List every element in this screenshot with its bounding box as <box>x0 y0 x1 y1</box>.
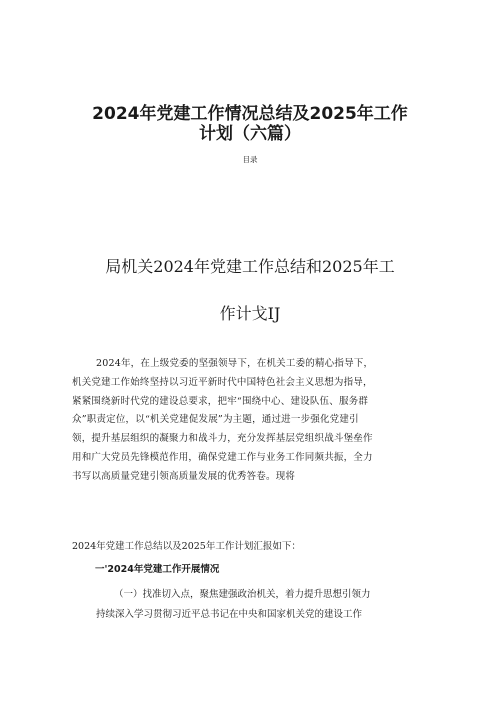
document-title-line-2: 计划（六篇） <box>199 124 301 144</box>
section-title-line-2: 作计戈IJ <box>219 304 281 323</box>
section-title-line-1: 局机关2024年党建工作总结和2025年工 <box>105 257 395 276</box>
paragraph-line: 众”职责定位，以“机关党建促发展”为主题，通过进一步强化党建引 <box>72 414 359 426</box>
summary-intro-line: 2024年党建工作总结以及2025年工作计划汇报如下： <box>72 541 301 552</box>
paragraph-line: 机关党建工作始终坚持以习近平新时代中国特色社会主义思想为指导， <box>72 376 373 388</box>
paragraph-line: 紧紧围绕新时代党的建设总要求，把牢“围绕中心、建设队伍、服务群 <box>72 395 369 407</box>
paragraph-line: 书写以高质量党建引领高质量发展的优秀答卷。现将 <box>72 470 296 482</box>
paragraph-line: 领，提升基层组织的凝聚力和战斗力，充分发挥基层党组织战斗堡垒作 <box>72 433 373 445</box>
paragraph-line: （一）找准切入点，聚焦建强政治机关，着力提升思想引领力 <box>114 589 371 600</box>
paragraph-line: 用和广大党员先锋模范作用，确保党建工作与业务工作同频共振，全力 <box>72 451 373 463</box>
heading-level-1: 一'2024年党建工作开展情况 <box>95 564 220 575</box>
table-of-contents-label[interactable]: 目录 <box>242 155 258 164</box>
paragraph-line: 2024年，在上级党委的坚强领导下，在机关工委的精心指导下， <box>96 358 374 369</box>
sub-section-paragraph <box>96 585 436 625</box>
intro-paragraph <box>72 355 434 487</box>
document-title-line-1: 2024年党建工作情况总结及2025年工作 <box>92 104 408 124</box>
paragraph-line: 持续深入学习贯彻习近平总书记在中央和国家机关党的建设工作 <box>96 609 363 620</box>
